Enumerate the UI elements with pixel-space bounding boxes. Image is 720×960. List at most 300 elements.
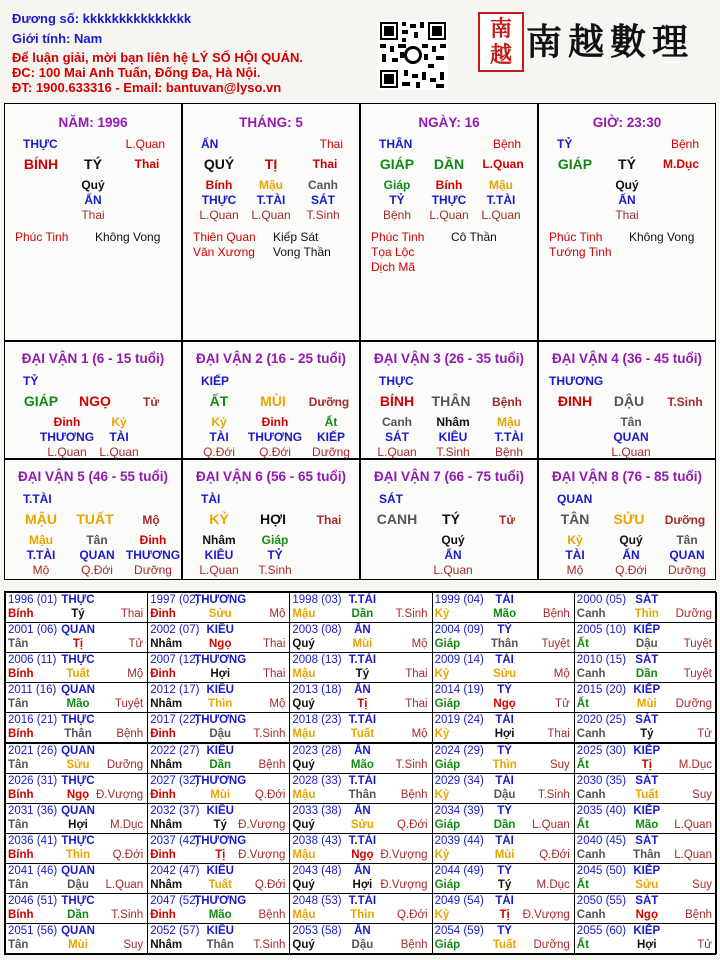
year-cell [574,682,717,713]
hidden-stage: T.Sinh [258,563,292,577]
year-branch: Mùi [68,939,88,952]
year-cell [574,652,717,683]
pillar-branch-stage: Thai [134,157,160,171]
hidden-stage: L.Quan [47,445,87,459]
year-cell [574,893,717,924]
year-cell [5,833,148,864]
hidden-star: SÁT [311,193,335,207]
year-stem: Đinh [150,608,176,620]
special-star-right: Không Vong [95,230,161,244]
year-branch: Mão [493,608,517,620]
year-label: 2054 (59) [434,925,484,938]
year-branch: Dần [209,758,232,771]
year-star: ẤN [354,684,371,697]
year-stage: Dưỡng [675,608,712,620]
hidden-stem: Mậu [29,533,53,547]
qr-code [378,20,448,90]
year-branch: Ngọ [209,638,232,651]
year-label: 2011 (16) [8,684,57,697]
year-star: KIẾP [633,804,661,817]
year-stem: Ất [576,698,589,711]
special-star-left: Thiên Quan [193,230,256,244]
year-branch: Ngọ [635,909,658,921]
year-stem: Mậu [292,608,316,620]
year-stage: T.Sinh [253,939,286,952]
year-stem: Ất [576,818,589,831]
year-star: THỰC [61,834,95,847]
year-branch: Mùi [494,848,515,861]
year-label: 2036 (41) [8,834,58,847]
pillar-branch-stage: Thai [312,157,338,171]
hidden-stem: Quý [615,178,639,192]
year-star: TÀI [495,834,514,847]
year-stage: Tuyệt [683,668,712,681]
year-star: THƯƠNG [194,594,247,606]
year-cell [289,652,432,683]
dai-van-stem: BÍNH [379,393,415,409]
year-branch: Tuất [492,939,517,952]
year-star: KIẾP [633,624,661,637]
year-branch: Thân [490,638,519,651]
year-label: 2025 (30) [576,744,627,757]
year-label: 1997 (02) [150,594,200,606]
year-cell [432,923,575,954]
year-label: 2010 (15) [576,654,627,667]
phone-email-line: ĐT: 1900.633316 - Email: bantuvan@lyso.vn [12,80,282,95]
year-stage: Bệnh [400,939,428,952]
pillar-top-stage: Thai [319,137,343,151]
year-stage: L.Quan [674,848,712,861]
year-stem: Giáp [434,818,461,831]
year-cell [289,682,432,713]
year-cell [5,743,148,774]
year-label: 2026 (31) [8,774,58,787]
year-cell [5,803,148,834]
year-star: QUAN [61,744,95,757]
year-branch: Dần [493,818,516,831]
year-star: TÀI [495,654,514,667]
year-label: 2023 (28) [292,744,342,757]
year-stage: Mộ [269,608,286,620]
year-stem: Mậu [292,909,316,921]
year-star: T.TÀI [348,654,377,667]
year-label: 2008 (13) [292,654,342,667]
year-branch: Sửu [350,818,374,831]
year-star: ẤN [354,624,371,637]
year-branch: Thìn [65,848,91,861]
year-branch: Mùi [352,638,373,651]
year-star: THỰC [61,594,95,606]
year-stage: L.Quan [105,878,144,891]
dai-van-2 [182,341,360,459]
year-stage: Đ.Vượng [380,878,428,891]
hidden-stage: L.Quan [199,563,239,577]
dai-van-stem: ẤT [209,393,229,409]
year-stem: Quý [292,698,315,711]
brand-logo: 南越數理 [526,21,695,63]
year-cell [147,622,290,653]
year-label: 2039 (44) [434,834,484,847]
year-cell [147,923,290,954]
special-star-right: Vong Thần [273,245,331,259]
year-cell [147,773,290,804]
year-cell [432,833,575,864]
pillar-1 [182,103,360,341]
year-cell [5,652,148,683]
year-branch: Mão [208,909,232,921]
dai-van-stem: TÂN [560,511,590,527]
year-cell [147,803,290,834]
year-cell [574,803,717,834]
year-cell [289,773,432,804]
year-branch: Dậu [67,878,89,891]
year-star: THƯƠNG [194,654,247,667]
dai-van-branch: NGỌ [79,393,111,409]
year-stage: Mộ [553,668,570,681]
year-star: ẤN [354,744,371,757]
year-stage: L.Quan [532,818,570,831]
year-branch: Mùi [636,698,657,711]
year-star: TỶ [497,925,512,938]
year-cell [5,592,148,623]
year-stem: Bính [8,728,34,741]
year-cell [574,592,717,623]
year-cell [432,863,575,894]
year-label: 2016 (21) [8,714,58,727]
hidden-star: TỶ [267,548,283,562]
year-stage: Suy [692,878,712,891]
year-stem: Giáp [434,758,461,771]
year-branch: Dậu [351,939,374,952]
year-label: 2018 (23) [292,714,342,727]
year-cell [147,743,290,774]
year-stem: Mậu [292,848,316,861]
year-stage: Thai [405,668,428,681]
year-star: ẤN [354,925,371,938]
year-stage: Tuyệt [114,698,144,711]
year-stem: Quý [292,878,315,891]
year-label: 2047 (52) [150,895,200,907]
special-star-left: Tọa Lộc [371,245,415,259]
dai-van-branch: THÂN [431,393,471,409]
year-star: SÁT [635,774,659,787]
hidden-stem: Giáp [383,178,411,192]
hidden-star: QUAN [613,430,649,444]
year-star: TỶ [497,684,512,697]
dai-van-title: ĐẠI VẬN 7 (66 - 75 tuổi) [373,469,525,484]
year-stem: Mậu [292,728,316,741]
year-star: THỰC [61,654,95,667]
year-stem: Nhâm [150,818,183,831]
year-branch: Thân [633,848,661,861]
year-star: T.TÀI [348,714,377,727]
year-cell [289,863,432,894]
dai-van-title: ĐẠI VẬN 5 (46 - 55 tuổi) [17,469,169,484]
dai-van-stem: KỶ [209,511,229,527]
hidden-star: ẤN [622,548,640,562]
year-stage: Tử [128,638,144,651]
year-label: 2053 (58) [292,925,342,938]
pillar-top-star: THÂN [379,137,413,151]
year-label: 2038 (43) [292,834,342,847]
year-star: KIÊU [206,804,234,817]
year-label: 2032 (37) [150,804,200,817]
year-stage: T.Sinh [253,728,286,741]
year-branch: Tuất [635,788,659,801]
pillar-stem: GIÁP [557,156,593,172]
year-cell [147,682,290,713]
dai-van-branch: HỢI [260,511,286,527]
hidden-stem: Tân [676,533,698,547]
year-stage: Tử [697,939,712,952]
year-star: TÀI [495,895,514,907]
year-cell [147,592,290,623]
dai-van-6 [182,459,360,580]
hidden-stem: Đinh [261,415,289,429]
year-cell [432,743,575,774]
special-star-left: Phúc Tinh [15,230,69,244]
year-stem: Đinh [150,848,176,861]
hidden-stem: Giáp [261,533,289,547]
hidden-star: SÁT [385,430,409,444]
year-stage: Mộ [411,638,428,651]
year-cell [147,833,290,864]
year-star: KIÊU [206,925,234,938]
hidden-stem: Mậu [489,178,513,192]
year-stage: Bệnh [542,608,570,620]
year-stage: Q.Đới [254,788,286,801]
year-label: 2013 (18) [292,684,342,697]
year-stage: T.Sinh [395,608,428,620]
year-stem: Canh [576,668,606,681]
pillar-title: THÁNG: 5 [239,115,303,130]
pillar-branch: TỊ [264,156,278,172]
year-branch: Tý [71,608,85,620]
year-branch: Dậu [209,728,232,741]
year-stage: Thai [405,698,428,711]
year-star: KIÊU [206,684,234,697]
year-label: 2021 (26) [8,744,58,757]
year-star: KIÊU [206,744,234,757]
year-cell [5,682,148,713]
pillar-top-stage: Bệnh [492,137,521,151]
hidden-stage: T.Sinh [436,445,470,459]
dai-van-star: TỶ [23,374,39,388]
pillar-3 [538,103,716,341]
hidden-stage: L.Quan [199,208,239,222]
pillar-branch: TÝ [84,156,102,172]
hidden-stage: Mộ [566,563,584,577]
year-branch: Thân [64,728,92,741]
hidden-star: ẤN [84,193,102,207]
year-stem: Tân [8,758,29,771]
hidden-stem: Mậu [259,178,283,192]
hidden-stage: Dưỡng [134,563,172,577]
year-stem: Đinh [150,728,176,741]
hidden-stage: Thai [81,208,105,222]
year-cell [5,893,148,924]
year-label: 2037 (42) [150,834,200,847]
year-label: 2002 (07) [150,624,200,637]
year-star: QUAN [61,864,95,877]
year-label: 2003 (08) [292,624,342,637]
year-star: THƯƠNG [194,895,247,907]
special-star-right: Cô Thần [451,230,497,244]
year-branch: Thân [348,788,377,801]
year-label: 2007 (12) [150,654,200,667]
year-star: THƯƠNG [194,774,247,787]
year-stage: Thai [547,728,570,741]
year-label: 2031 (36) [8,804,58,817]
dai-van-branch: TUẤT [76,511,114,527]
hidden-star: KIẾP [316,430,345,444]
year-branch: Sửu [493,668,517,681]
special-star-right: Kiếp Sát [273,230,319,244]
hidden-star: T.TÀI [256,193,286,207]
year-stem: Mậu [292,668,316,681]
hidden-stage: L.Quan [99,445,139,459]
year-stage: Thai [263,668,286,681]
year-label: 2017 (22) [150,714,200,727]
address-line: ĐC: 100 Mai Anh Tuấn, Đống Đa, Hà Nội. [12,65,261,80]
year-cell [432,682,575,713]
pillar-branch: TÝ [618,156,636,172]
pillar-2 [360,103,538,341]
year-star: QUAN [61,624,95,637]
year-label: 2006 (11) [8,654,57,667]
dai-van-stem: CANH [376,511,418,527]
year-cell [574,923,717,954]
year-stage: T.Sinh [111,909,144,921]
hidden-star: QUAN [669,548,705,562]
dai-van-branch: SỬU [613,511,645,527]
year-stem: Tân [8,698,29,711]
dai-van-stage: Thai [316,513,342,527]
year-stem: Quý [292,818,315,831]
dai-van-title: ĐẠI VẬN 2 (16 - 25 tuổi) [195,351,347,366]
year-label: 2000 (05) [576,594,627,606]
year-stem: Đinh [150,668,176,681]
year-stem: Giáp [434,939,461,952]
year-cell [432,803,575,834]
dai-van-stage: T.Sinh [667,395,703,409]
dai-van-stage: Tử [142,395,160,409]
year-label: 2030 (35) [576,774,627,787]
year-stage: T.Sinh [537,788,570,801]
year-star: KIÊU [206,624,234,637]
year-star: QUAN [61,804,95,817]
year-stage: M.Dục [536,878,570,891]
year-cell [5,863,148,894]
year-stem: Nhâm [150,698,183,711]
year-star: THƯƠNG [194,714,247,727]
hidden-stage: Thai [615,208,639,222]
year-stem: Nhâm [150,939,183,952]
year-branch: Hợi [494,728,515,741]
year-cell [574,833,717,864]
year-star: THƯƠNG [194,834,247,847]
year-stem: Đinh [150,788,176,801]
dai-van-branch: DẬU [613,393,645,409]
pillar-top-stage: Bệnh [670,137,699,151]
year-label: 2035 (40) [576,804,627,817]
year-stage: Tuyệt [683,638,712,651]
year-stage: Đ.Vượng [380,848,428,861]
hidden-stage: Mộ [32,563,50,577]
year-stem: Bính [8,788,34,801]
year-label: 2055 (60) [576,925,627,938]
hidden-stem: Quý [81,178,105,192]
dai-van-stage: Dưỡng [308,395,350,409]
year-star: SÁT [635,714,659,727]
owner-line: Đương số: kkkkkkkkkkkkkkk [12,11,192,26]
pillar-title: NGÀY: 16 [418,115,480,130]
year-stem: Tân [8,878,29,891]
year-label: 2048 (53) [292,895,342,907]
year-label: 2043 (48) [292,864,342,877]
year-stage: Q.Đới [397,909,428,921]
year-stem: Ất [576,758,589,771]
year-stage: Mộ [411,728,428,741]
year-cell [147,652,290,683]
year-cell [432,652,575,683]
year-stage: M.Dục [678,758,712,771]
year-label: 2042 (47) [150,864,200,877]
year-label: 2050 (55) [576,895,627,907]
year-branch: Thân [206,939,234,952]
year-star: TỶ [497,624,512,637]
year-label: 2046 (51) [8,895,58,907]
year-stem: Kỷ [434,848,450,861]
year-label: 2028 (33) [292,774,342,787]
dai-van-star: THƯƠNG [549,374,604,388]
dai-van-stage: Mộ [142,513,160,527]
year-stage: Suy [123,939,144,952]
year-stem: Ất [576,939,589,952]
year-star: TỶ [497,804,512,817]
year-stage: Dưỡng [675,698,712,711]
pillar-top-star: ẤN [201,137,219,151]
year-stem: Bính [8,909,34,921]
year-star: T.TÀI [348,895,377,907]
year-stage: Bệnh [400,788,428,801]
year-branch: Ngọ [493,698,516,711]
year-branch: Thìn [634,608,659,620]
hidden-star: TÀI [109,430,129,444]
annual-luck-grid [4,591,716,955]
year-cell [574,863,717,894]
year-stage: Bệnh [258,758,286,771]
year-label: 1996 (01) [8,594,58,606]
year-cell [432,592,575,623]
year-stem: Bính [8,668,34,681]
year-branch: Dậu [635,638,658,651]
year-cell [5,773,148,804]
year-branch: Mão [350,758,374,771]
year-stem: Nhâm [150,638,183,651]
year-stem: Bính [8,848,34,861]
pillar-stem: BÍNH [23,156,59,172]
year-cell [574,712,717,743]
hidden-stem: Đinh [53,415,81,429]
seal-stamp: 南 越 [478,12,524,72]
year-star: THỰC [61,895,95,907]
year-star: KIÊU [206,864,234,877]
year-cell [432,622,575,653]
hidden-star: THỰC [201,193,237,207]
year-stage: Đ.Vượng [238,818,286,831]
year-branch: Hợi [636,939,657,952]
